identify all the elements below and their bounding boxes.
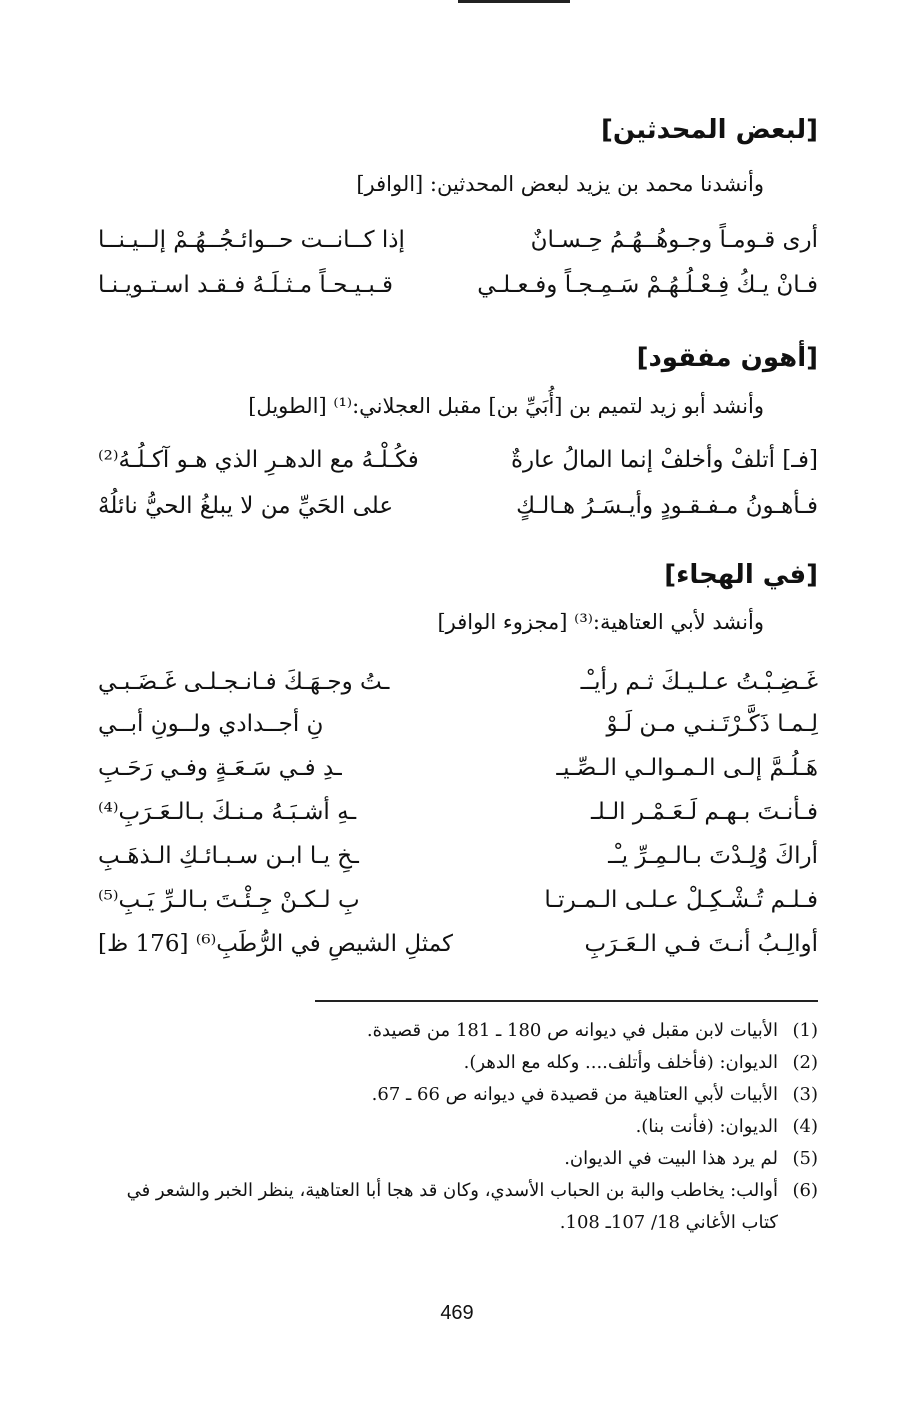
verse-sadr: لِـمـا ذَكَّـرْتَـنـي مـن لَـوْ (606, 711, 818, 737)
footnote (88, 1047, 818, 1079)
verse-sadr: غَـضِـبْـتُ عـلـيـكَ ثـم رأيـْـ (580, 669, 818, 695)
footnote-text: الديوان: (فأنت بنا). (635, 1116, 778, 1137)
footnote-number: (1) (792, 1020, 818, 1041)
verse-sadr: فـأهـونُ مـفـقـودٍ وأيـسَـرُ هـالـكٍ (516, 493, 818, 519)
verse-ajuz: بِ لـكـنْ جِـئْـتَ بـالـرِّ يَـبِ⁽⁵⁾ (98, 887, 360, 913)
section-intro-hija: وأنشد لأبي العتاهية:⁽³⁾ [مجزوء الوافر] (437, 610, 764, 634)
footnote-text: الأبيات لابن مقبل في ديوانه ص 180 ـ 181 من قصيدة. (366, 1020, 778, 1041)
verse-ajuz: ـهِ أشـبَـهُ مـنـكَ بـالـعَـرَبِ⁽⁴⁾ (98, 799, 357, 825)
section-heading-muhdathin: [لبعض المحدثين] (601, 115, 818, 145)
verse-line (98, 488, 818, 524)
footnote (88, 1111, 818, 1143)
verse-sadr: أرى قـومـاً وجـوهُــهُـمُ حِـسـانٌ (530, 227, 818, 253)
verse-ajuz: فكُـلْـهُ مع الدهـرِ الذي هـو آكـلُـهُ⁽²⁾ (98, 447, 419, 473)
page-number: 469 (440, 1302, 474, 1324)
verse-ajuz: كمثلِ الشيصِ في الرُّطَبِ⁽⁶⁾ [176 ظ] (97, 931, 453, 957)
footnote-text: الديوان: (فأخلف وأتلف.... وكله مع الدهر). (463, 1052, 778, 1073)
footnote-rule (315, 1000, 818, 1002)
footnote-number: (4) (792, 1116, 818, 1137)
verse-line (98, 926, 818, 962)
verse-sadr: هَـلُـمَّ إلـى الـمـوالـي الـصِّـيـ (556, 755, 818, 781)
verse-sadr: أوالِـبُ أنـتَ فـي الـعَـرَبِ (584, 931, 818, 957)
top-rule (458, 0, 570, 3)
verse-sadr: فـانْ يـكُ فِـعْـلُـهُـمْ سَـمِـجـاً وفـعـلـي (477, 272, 818, 298)
verse-ajuz: نِ أجــدادي ولــونِ أبــي (98, 711, 324, 737)
verse-line (98, 442, 818, 478)
footnote-number: (6) (792, 1180, 818, 1201)
verse-line (98, 882, 818, 918)
footnote (88, 1015, 818, 1047)
verse-line (98, 750, 818, 786)
verse-line (98, 222, 818, 258)
verse-ajuz: على الحَيِّ من لا يبلغُ الحيُّ نائلُهْ (98, 493, 394, 519)
section-intro-ahwan-mafqud: وأنشد أبو زيد لتميم بن [أُبَيِّ بن] مقبل العجلاني:⁽¹⁾ [الطويل] (248, 394, 764, 418)
section-heading-hija: [في الهجاء] (664, 560, 818, 590)
footnote-text: أوالب: يخاطب والبة بن الحباب الأسدي، وكان قد هجا أبا العتاهية، ينظر الخبر والشعر في كتاب الأغاني 18/ 107ـ 108. (126, 1180, 778, 1233)
verse-line (98, 794, 818, 830)
verse-line (98, 706, 818, 742)
verse-line (98, 267, 818, 303)
footnote-number: (5) (792, 1148, 818, 1169)
verse-line (98, 664, 818, 700)
verse-sadr: [فـ] أتلفْ وأخلفْ إنما المالُ عارةٌ (511, 447, 818, 473)
verse-sadr: فـأنـتَ بـهـم لَـعَـمْـر الـلـ (591, 799, 818, 825)
verse-sadr: فـلـم تُـشْـكِـلْ عـلـى الـمـرتـا (544, 887, 818, 913)
verse-sadr: أراكَ وُلِـدْتَ بـالـمِـرِّ يـْـ (608, 843, 818, 869)
footnote (88, 1175, 818, 1239)
footnote-text: الأبيات لأبي العتاهية من قصيدة في ديوانه ص 66 ـ 67. (371, 1084, 778, 1105)
footnote (88, 1143, 818, 1175)
section-intro-muhdathin: وأنشدنا محمد بن يزيد لبعض المحدثين: [الوافر] (356, 172, 764, 196)
verse-ajuz: إذا كــانــت حــوائـجُــهُـمْ إلــيـنــا (98, 227, 405, 253)
verse-ajuz: قـبـيـحـاً مـثـلَـهُ فـقـد اسـتـويـنـا (98, 272, 394, 298)
verse-ajuz: ـتُ وجـهَـكَ فـانـجـلـى غَـضَـبـي (98, 669, 390, 695)
verse-ajuz: ـدِ فـي سَـعَـةٍ وفـي رَحَـبِ (98, 755, 342, 781)
footnotes (88, 1015, 818, 1239)
verse-ajuz: ـخِ يـا ابـن سـبـائـكِ الـذهَـبِ (98, 843, 359, 869)
footnote-number: (3) (792, 1084, 818, 1105)
verse-line (98, 838, 818, 874)
section-heading-ahwan-mafqud: [أهون مفقود] (636, 343, 818, 373)
footnote (88, 1079, 818, 1111)
footnote-text: لم يرد هذا البيت في الديوان. (564, 1148, 778, 1169)
footnote-number: (2) (792, 1052, 818, 1073)
